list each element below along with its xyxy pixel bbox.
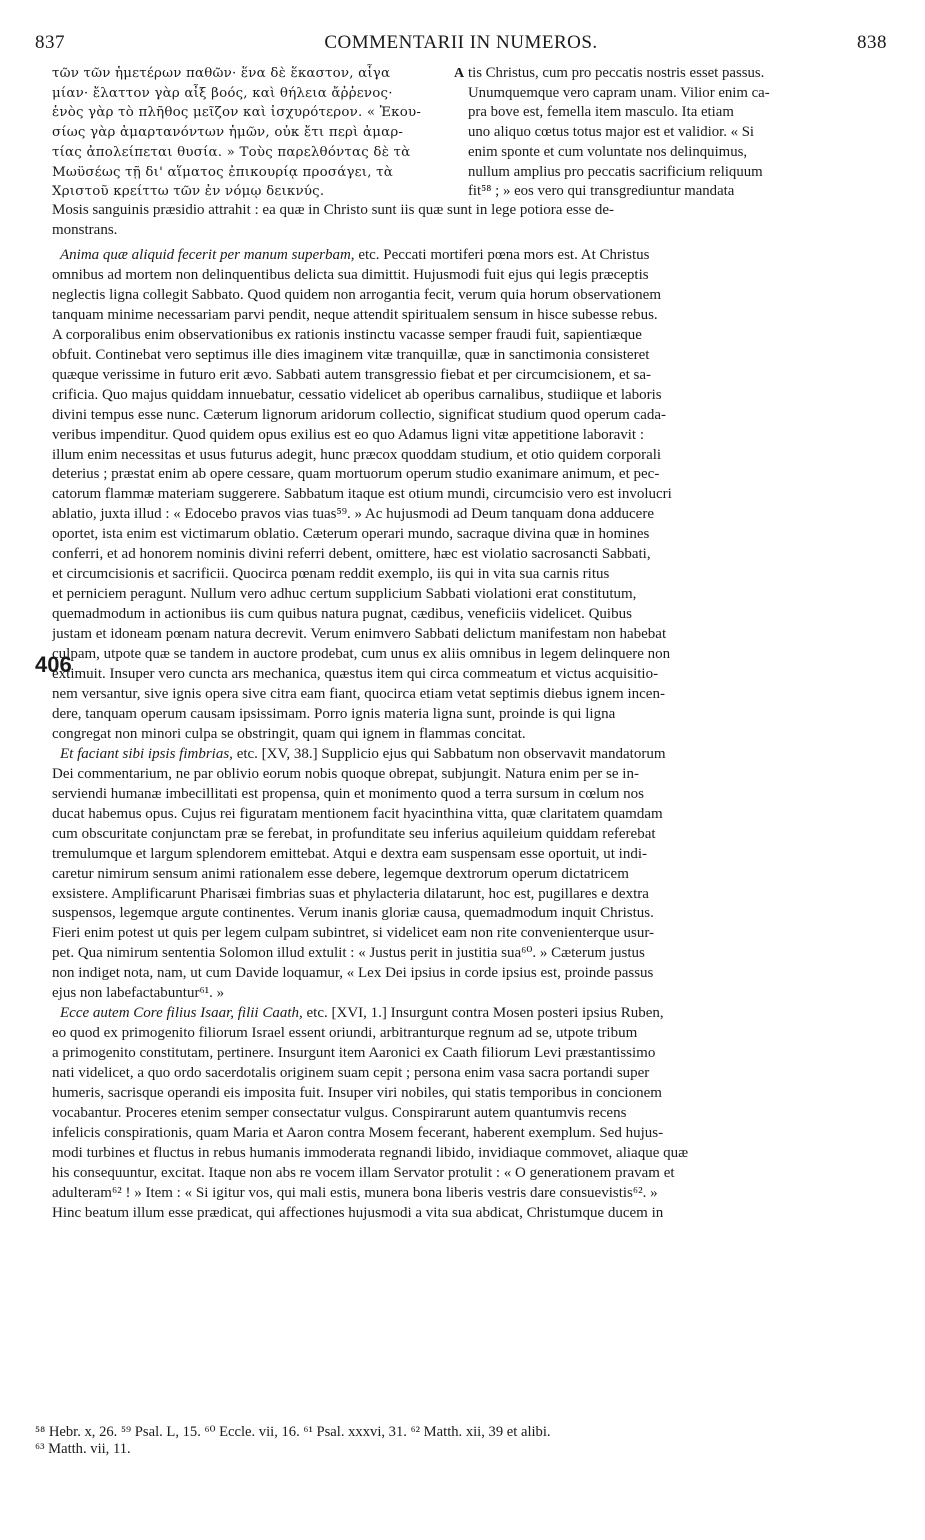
text-line: A corporalibus enim observationibus ex rationis instinctu vacasse semper fraudi fuit, sapientiæque <box>52 326 642 343</box>
text-line: monstrans. <box>52 221 118 238</box>
text-line: divini tempus esse nunc. Cæterum lignorum aridorum collectio, significat studium quod operum cada- <box>52 406 667 423</box>
text-line: conferri, et ad honorem nominis divini referri debent, omittere, hæc est violatio sacrosancti Sabbati, <box>52 546 651 563</box>
text-line: culpam, utpote quæ se tandem in auctore prodebat, cum unus ex aliis omnibus in legem delinquere non <box>52 646 671 663</box>
paragraph2-first-line <box>52 745 890 765</box>
text-line: omnibus ad mortem non delinquentibus delicta sua dimittit. Hujusmodi fuit ejus qui legis præceptis <box>52 266 649 283</box>
text-line: nati videlicet, a quo ordo sacerdotalis originem suam cepit ; persona enim vasa sacra portandi super <box>52 1065 650 1082</box>
text-line: tremulumque et largum splendorem emittebat. Atqui e dextra eam suspensam esse oportuit, ut indi- <box>52 845 648 862</box>
latin-line: Unumquemque vero capram unam. Vilior enim ca- <box>468 84 770 101</box>
text-segment: etc. [XV, 38.] Supplicio ejus qui Sabbatum non observavit mandatorum <box>236 745 666 762</box>
text-line: adulteram⁶² ! » Item : « Si igitur vos, qui mali estis, munera bona liberis vestris dare consuevistis⁶². » <box>52 1184 658 1201</box>
latin-line: tis Christus, cum pro peccatis nostris esset passus. <box>468 65 765 81</box>
text-line: eo quod ex primogenito filiorum Israel essent oriundi, arbitranturque regnum ad se, utpote tribum <box>52 1025 638 1042</box>
text-line: serviendi humanæ imbecillitati est propensa, quin et monimento quod a terra sursum in cœlum nos <box>52 785 644 802</box>
page-header <box>35 32 887 56</box>
text-line: suspensos, legemque argute continentes. Verum inanis gloriæ causa, quemadmodum inquit Christus. <box>52 905 654 922</box>
greek-line: τῶν τῶν ἡμετέρων παθῶν· ἕνα δὲ ἕκαστον, αἶγα <box>52 66 391 81</box>
text-line: obfuit. Continebat vero septimus ille dies imaginem vitæ tranquillæ, quæ in sanctimonia consisteret <box>52 346 650 363</box>
left-page-number: 837 <box>35 32 65 53</box>
text-line: congregat non minori culpa se obstringit, quam qui ignem in flammas concitat. <box>52 725 526 742</box>
latin-line: nullum amplius pro peccatis sacrificium reliquum <box>468 163 763 180</box>
text-line: deterius ; præstat enim ab opere cessare, quam mortuorum operum studio exanimare animum, et pec- <box>52 466 660 483</box>
text-line: Hinc beatum illum esse prædicat, qui affectiones hujusmodi a vita sua abdicat, Christumque ducem in <box>52 1204 664 1221</box>
footnote-line: ⁶³ Matth. vii, 11. <box>35 1441 131 1457</box>
text-line: Dei commentarium, ne par oblivio eorum nobis quoque obrepat, subjungit. Natura enim per se in- <box>52 765 639 782</box>
text-line: quemadmodum in actionibus iis cum quibus natura pugnat, cædibus, veneficiis videlicet. Quibus <box>52 606 632 623</box>
text-line: dere, tanquam operum causam ipsissimam. Porro ignis materia ligna sunt, proinde is qui ligna <box>52 705 616 722</box>
greek-line: μίαν· ἔλαττον γὰρ αἶξ βοός, καὶ θήλεια ἄῤῥενος· <box>52 85 393 101</box>
greek-line: τίας ἀπολείπεται θυσία. » Τοὺς παρελθόντας δὲ τὰ <box>52 144 411 160</box>
text-line: a primogenito constitutam, pertinere. Insurgunt item Aaronici ex Caath filiorum Levi præstantissimo <box>52 1045 656 1062</box>
latin-line: enim sponte et cum voluntate nos delinquimus, <box>468 143 748 160</box>
text-line: ducat habemus opus. Cujus rei figuratam mentionem facit hyacinthina vitta, quæ claritatem quamdam <box>52 805 663 822</box>
text-line: caretur nimirum sensum animi rationalem esse debere, legemque dextrorum operum dictatricem <box>52 865 629 882</box>
text-line: his consequuntur, excitat. Itaque non abs re vocem illam Servator protulit : « O generationem pravam et <box>52 1164 675 1181</box>
paragraph2-lemma: Et faciant sibi ipsis fimbrias, <box>60 745 233 762</box>
greek-line: σίως γὰρ ἁμαρτανόντων ἡμῶν, οὐκ ἔτι περὶ ἁμαρ- <box>52 125 404 141</box>
text-line: ejus non labefactabuntur⁶¹. » <box>52 985 225 1002</box>
text-line: veribus impenditur. Quod quidem opus exilius est eo quo Adamus ligni vitæ appetitione laboravit : <box>52 426 645 443</box>
paragraph1-first-line <box>52 246 890 266</box>
text-line: et perniciem peragunt. Nullum vero adhuc certum supplicium Sabbati violationi erat constitutum, <box>52 586 637 603</box>
latin-continuation <box>52 201 890 241</box>
text-line: humeris, sacrisque operandi eis imposita fuit. Insuper viri nobiles, qui statis temporibus in concionem <box>52 1085 662 1102</box>
text-line: modi turbines et fluctus in rebus humanis immoderata regnandi libido, invidiaque commovet, aliaque quæ <box>52 1144 689 1161</box>
paragraph3-lemma: Ecce autem Core filius Isaar, filii Caath, <box>60 1005 303 1022</box>
footnotes <box>35 1424 890 1458</box>
text-line: et circumcisionis et sacrificii. Quocirca pœnam reddit exemplo, iis qui in vita sua carnis ritus <box>52 566 610 583</box>
text-line: non indiget nota, nam, ut cum Davide loquamur, « Lex Dei ipsius in corde ipsius est, proinde passus <box>52 965 654 982</box>
latin-column <box>468 64 890 202</box>
text-line: pet. Qua nimirum sententia Solomon illud extulit : « Justus perit in justitia sua⁶⁰. » Cæterum justus <box>52 945 645 962</box>
text-line: neglectis ligna collegit Sabbato. Quod quidem non arrogantia fecit, verum quia horum observationem <box>52 286 662 303</box>
right-page-number: 838 <box>857 32 887 53</box>
greek-line: ἑνὸς γὰρ τὸ πλῆθος μεῖζον καὶ ἰσχυρότερον. « Ἑκου- <box>52 105 422 121</box>
text-line: ablatio, juxta illud : « Edocebo pravos vias tuas⁵⁹. » Ac hujusmodi ad Deum tanquam dona adducere <box>52 506 654 523</box>
text-line: cum obscuritate conjunctam præ se ferebat, in profunditate seu inferius aquileium quiddam referebat <box>52 825 656 842</box>
running-title: COMMENTARII IN NUMEROS. <box>324 32 598 53</box>
parallel-columns <box>52 64 890 202</box>
text-line: extimuit. Insuper vero cuncta ars mechanica, quæstus item qui circa commeatum et victus acquisitio- <box>52 666 659 683</box>
text-line: quæque verissime in futuro erit ævo. Sabbati autem transgressio fiebat et per circumcisionem, et sa- <box>52 366 652 383</box>
latin-line: fit⁵⁸ ; » eos vero qui transgrediuntur mandata <box>468 183 735 200</box>
body-text <box>52 246 890 1224</box>
text-line: Mosis sanguinis præsidio attrahit : ea quæ in Christo sunt iis quæ sunt in lege potiora esse de- <box>52 202 615 218</box>
margin-number: 406 <box>35 652 72 677</box>
column-marker: A <box>454 66 465 81</box>
text-line: oportet, ista enim est victimarum oblatio. Cæterum operari mundo, sacraque divina quæ in homines <box>52 526 650 543</box>
text-segment: etc. [XVI, 1.] Insurgunt contra Mosen posteri ipsius Ruben, <box>306 1005 664 1022</box>
greek-line: Χριστοῦ κρείττω τῶν ἐν νόμῳ δεικνύς. <box>52 184 325 200</box>
greek-column <box>52 64 454 202</box>
text-line: catorum flammæ materiam suggerere. Sabbatum itaque est otium mundi, circumcisio vero est involucri <box>52 486 672 503</box>
text-line: vocabantur. Proceres etenim semper consectatur vulgus. Conspirarunt autem quantumvis recens <box>52 1104 627 1121</box>
text-line: exsistere. Amplificarunt Pharisæi fimbrias suas et phylacteria dilatarunt, hoc est, pugillares e dextra <box>52 885 649 902</box>
text-segment: etc. Peccati mortiferi pœna mors est. At Christus <box>358 247 650 263</box>
greek-line: Μωϋσέως τῇ δι' αἵματος ἐπικουρίᾳ προσάγει, τὰ <box>52 164 394 180</box>
latin-line: uno aliquo cœtus totus major est et validior. « Si <box>468 124 755 141</box>
text-line: crificia. Quo majus quiddam innuebatur, cessatio videlicet ab operibus carnalibus, studiique et laboris <box>52 386 662 403</box>
paragraph3-first-line <box>52 1004 890 1024</box>
latin-line: pra bove est, femella item masculo. Ita etiam <box>468 104 734 121</box>
text-line: tanquam minime necessariam parvi pendit, neque attendit spiritualem sensum in hisce subesse rebus. <box>52 306 658 323</box>
text-line: illum enim necessitas et usus futurus adegit, hunc præcox quoddam studium, et otio quidem corporali <box>52 446 662 463</box>
footnote-line: ⁵⁸ Hebr. x, 26. ⁵⁹ Psal. L, 15. ⁶⁰ Eccle. vii, 16. ⁶¹ Psal. xxxvi, 31. ⁶² Matth. xii, 39 et alibi. <box>35 1424 551 1440</box>
text-line: Fieri enim potest ut quis per legem culpam subintret, si videlicet eam non rite convenienterque usur- <box>52 925 655 942</box>
text-line: justam et idoneam pœnam natura decrevit. Verum enimvero Sabbati delictum manifestam non habebat <box>52 626 667 643</box>
paragraph1-lemma: Anima quæ aliquid fecerit per manum superbam, <box>60 247 355 263</box>
text-line: nem versantur, sive ignis opera sive citra eam fiant, quocirca etiam vetat septimis diebus ignem incen- <box>52 685 665 702</box>
text-line: infelicis conspirationis, quam Maria et Aaron contra Mosem fecerant, haberent exemplum. Sed hujus- <box>52 1124 664 1141</box>
